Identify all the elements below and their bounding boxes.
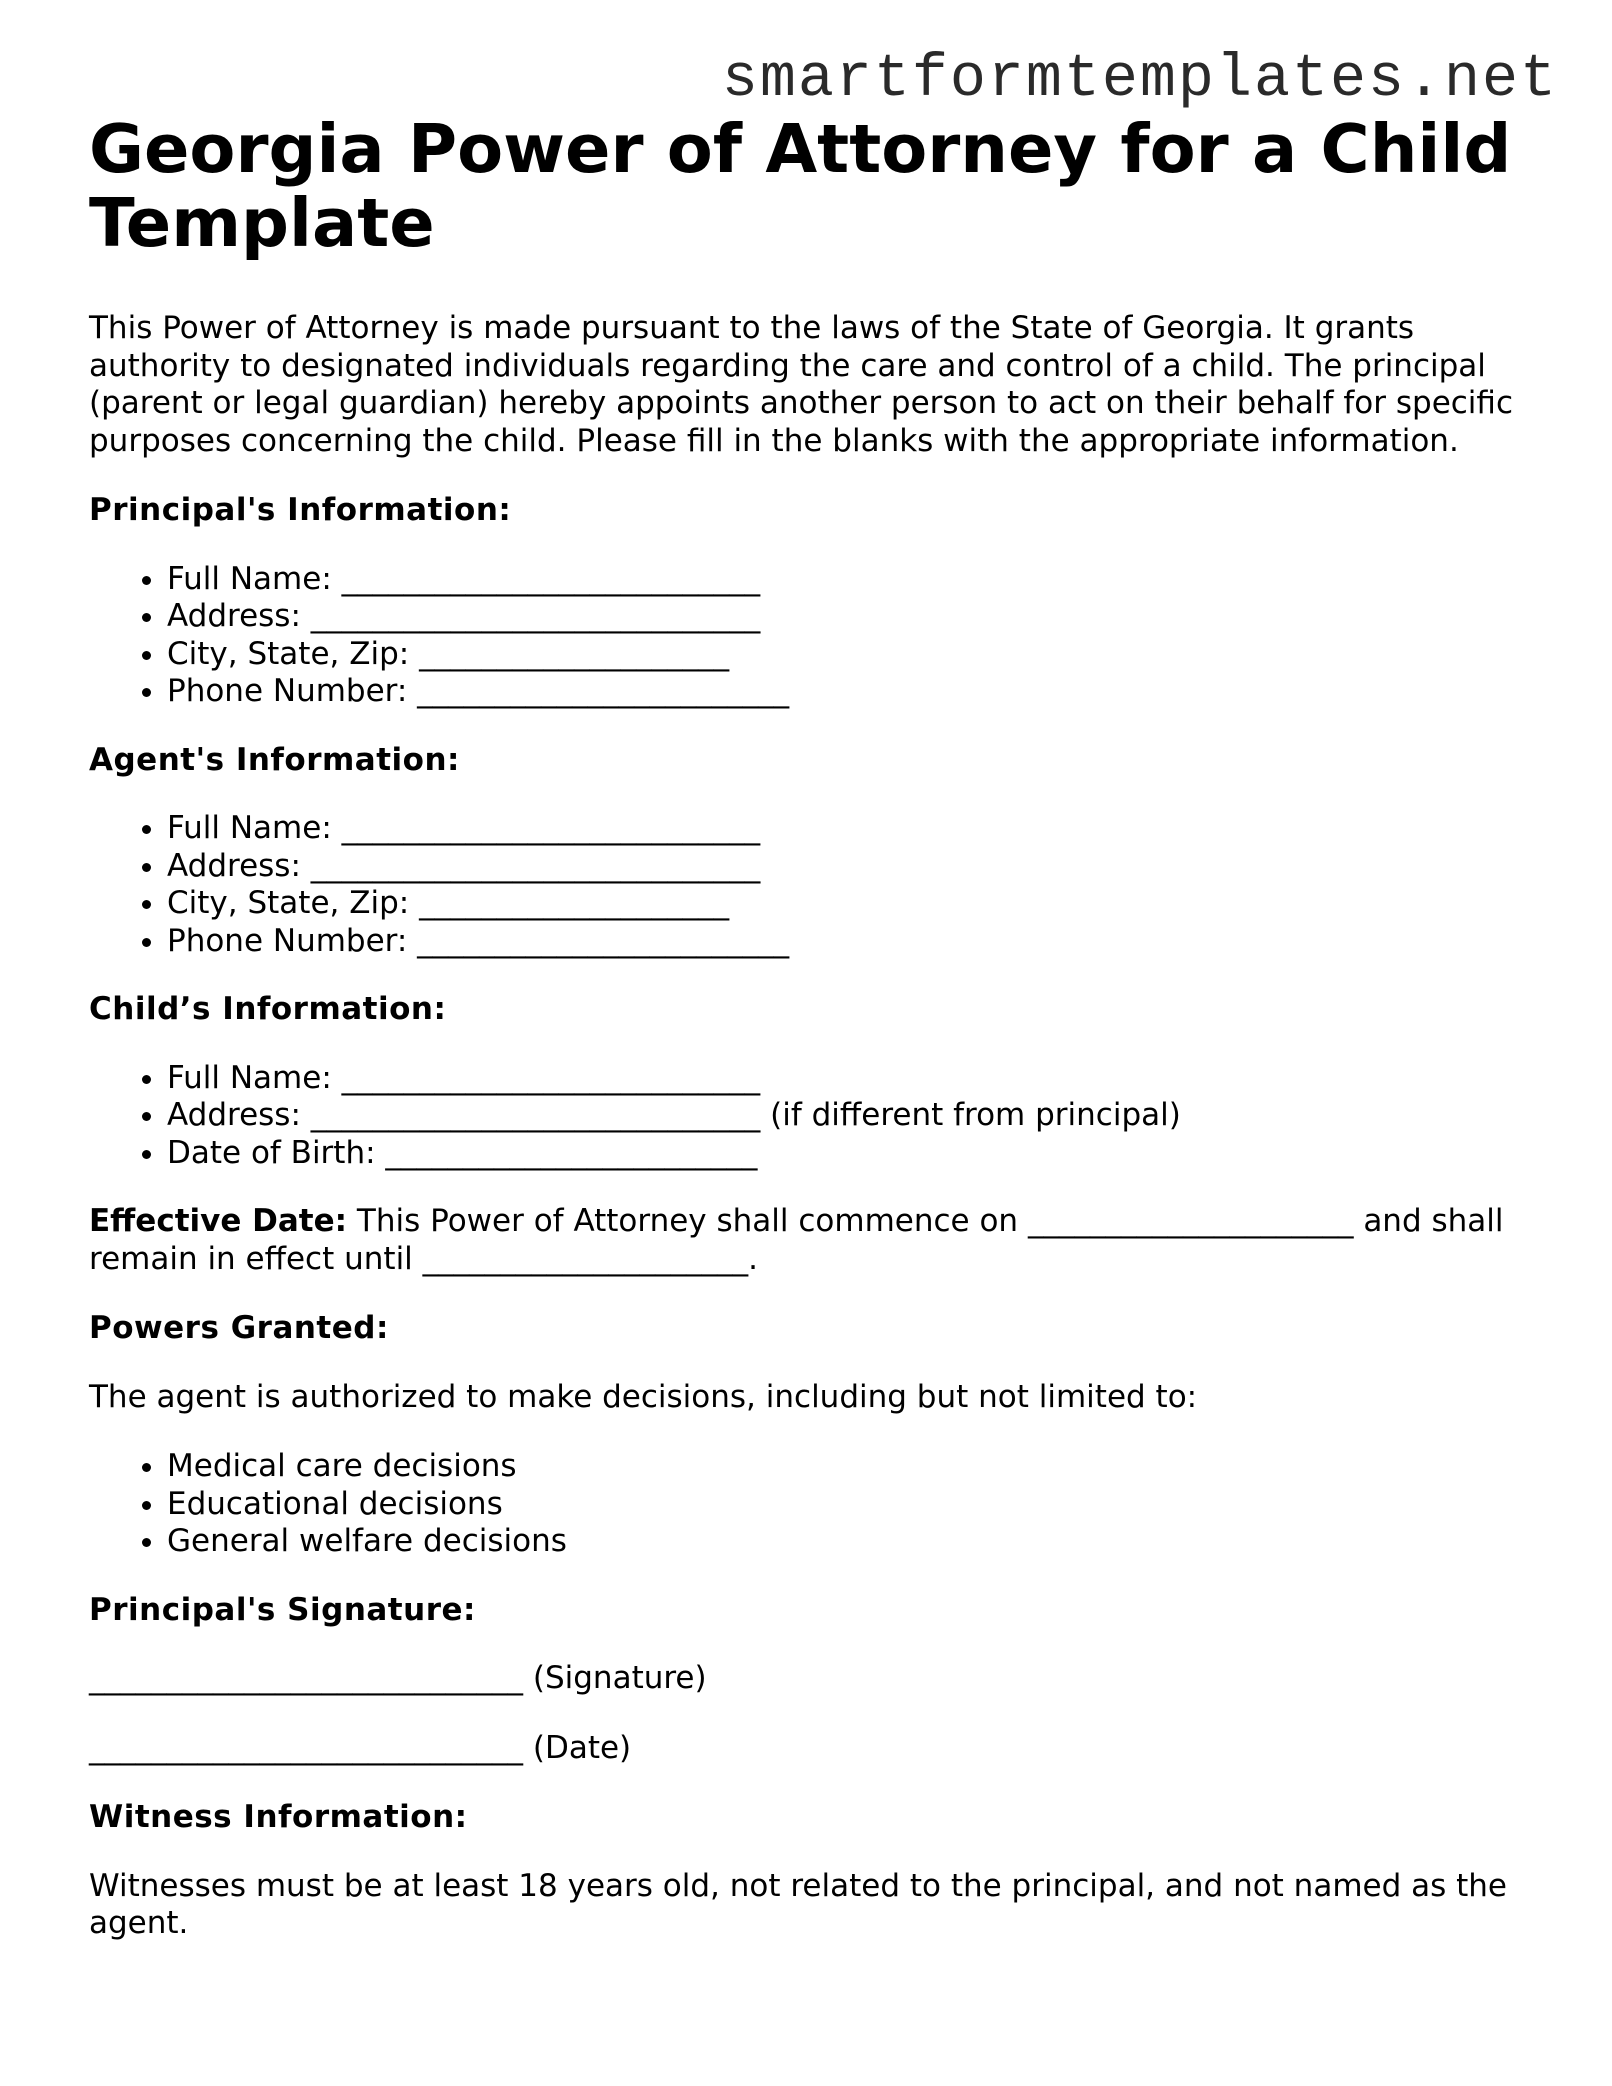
field-label: Full Name: xyxy=(167,1059,332,1096)
effective-start-blank[interactable]: _____________________ xyxy=(1027,1203,1354,1239)
child-dob-blank[interactable]: ________________________ xyxy=(385,1134,758,1171)
signature-heading: Principal's Signature: xyxy=(89,1591,476,1628)
child-list xyxy=(89,1060,1529,1173)
agent-phone-item xyxy=(167,923,1529,961)
date-label: (Date) xyxy=(532,1729,632,1766)
field-label: Address: xyxy=(167,1097,301,1133)
field-label: Full Name: xyxy=(167,810,332,846)
principal-city-blank[interactable]: ____________________ xyxy=(419,635,730,672)
witness-heading: Witness Information: xyxy=(89,1799,468,1835)
field-label: Full Name: xyxy=(167,560,332,597)
watermark-text: smartformtemplates.net xyxy=(721,46,1558,114)
powers-intro: The agent is authorized to make decisions, including but not limited to: xyxy=(89,1378,1198,1415)
agent-full-name-blank[interactable]: ___________________________ xyxy=(341,810,761,846)
signature-blank[interactable]: ____________________________ xyxy=(89,1660,523,1696)
child-full-name-item xyxy=(167,1060,1529,1098)
field-label: Address: xyxy=(167,847,301,884)
power-item: • Medical care decisions xyxy=(167,1448,1529,1486)
date-blank[interactable]: ____________________________ xyxy=(89,1729,523,1766)
powers-heading: Powers Granted: xyxy=(89,1310,389,1346)
child-full-name-blank[interactable]: ___________________________ xyxy=(341,1059,761,1096)
field-label: Phone Number: xyxy=(167,922,408,959)
child-heading: Child’s Information: xyxy=(89,991,447,1027)
agent-full-name-item xyxy=(167,810,1529,848)
child-address-blank[interactable]: _____________________________ xyxy=(310,1097,761,1133)
agent-list xyxy=(89,810,1529,960)
agent-heading: Agent's Information: xyxy=(89,741,460,778)
effective-end-blank[interactable]: _____________________ xyxy=(422,1240,749,1277)
child-dob-item xyxy=(167,1135,1529,1173)
effective-date-label: Effective Date: xyxy=(89,1203,348,1239)
principal-address-item xyxy=(167,598,1529,636)
child-address-item xyxy=(167,1097,1529,1135)
principal-list xyxy=(89,561,1529,711)
principal-heading: Principal's Information: xyxy=(89,492,512,528)
document-title: Georgia Power of Attorney for a Child Template xyxy=(89,110,1512,262)
date-line xyxy=(89,1730,1529,1768)
effective-text-1: This Power of Attorney shall commence on xyxy=(356,1203,1019,1239)
agent-city-blank[interactable]: ____________________ xyxy=(419,885,730,921)
agent-phone-blank[interactable]: ________________________ xyxy=(417,922,790,959)
principal-phone-item xyxy=(167,673,1529,711)
intro-paragraph: This Power of Attorney is made pursuant to the laws of the State of Georgia. It grants authority to designated individuals regarding the care and control of a child. The principal (parent or legal guardian) hereby appoints another person to act on their behalf for specific purposes concerning the child. Please fill in the blanks with the appropriate information. xyxy=(89,310,1513,459)
effective-date-paragraph xyxy=(89,1203,1529,1278)
field-label: Address: xyxy=(167,598,301,634)
child-address-note: (if different from principal) xyxy=(770,1097,1181,1133)
agent-address-blank[interactable]: _____________________________ xyxy=(310,847,761,884)
signature-label: (Signature) xyxy=(532,1660,707,1696)
effective-text-3: . xyxy=(748,1240,759,1277)
field-label: Date of Birth: xyxy=(167,1134,376,1171)
power-item: • General welfare decisions xyxy=(167,1523,1529,1561)
principal-phone-blank[interactable]: ________________________ xyxy=(417,673,790,709)
field-label: City, State, Zip: xyxy=(167,885,410,921)
powers-list xyxy=(89,1448,1529,1561)
effective-text-2: and shall remain in effect until xyxy=(89,1203,1504,1277)
principal-address-blank[interactable]: _____________________________ xyxy=(310,598,761,634)
document-page xyxy=(89,112,1529,1975)
power-item: • Educational decisions xyxy=(167,1486,1529,1524)
signature-line xyxy=(89,1660,1529,1698)
field-label: City, State, Zip: xyxy=(167,635,410,672)
agent-city-item xyxy=(167,885,1529,923)
agent-address-item xyxy=(167,848,1529,886)
field-label: Phone Number: xyxy=(167,673,408,709)
principal-full-name-blank[interactable]: ___________________________ xyxy=(341,560,761,597)
principal-full-name-item xyxy=(167,561,1529,599)
principal-city-item xyxy=(167,636,1529,674)
witness-paragraph: Witnesses must be at least 18 years old, not related to the principal, and not named as the agent. xyxy=(89,1867,1508,1941)
